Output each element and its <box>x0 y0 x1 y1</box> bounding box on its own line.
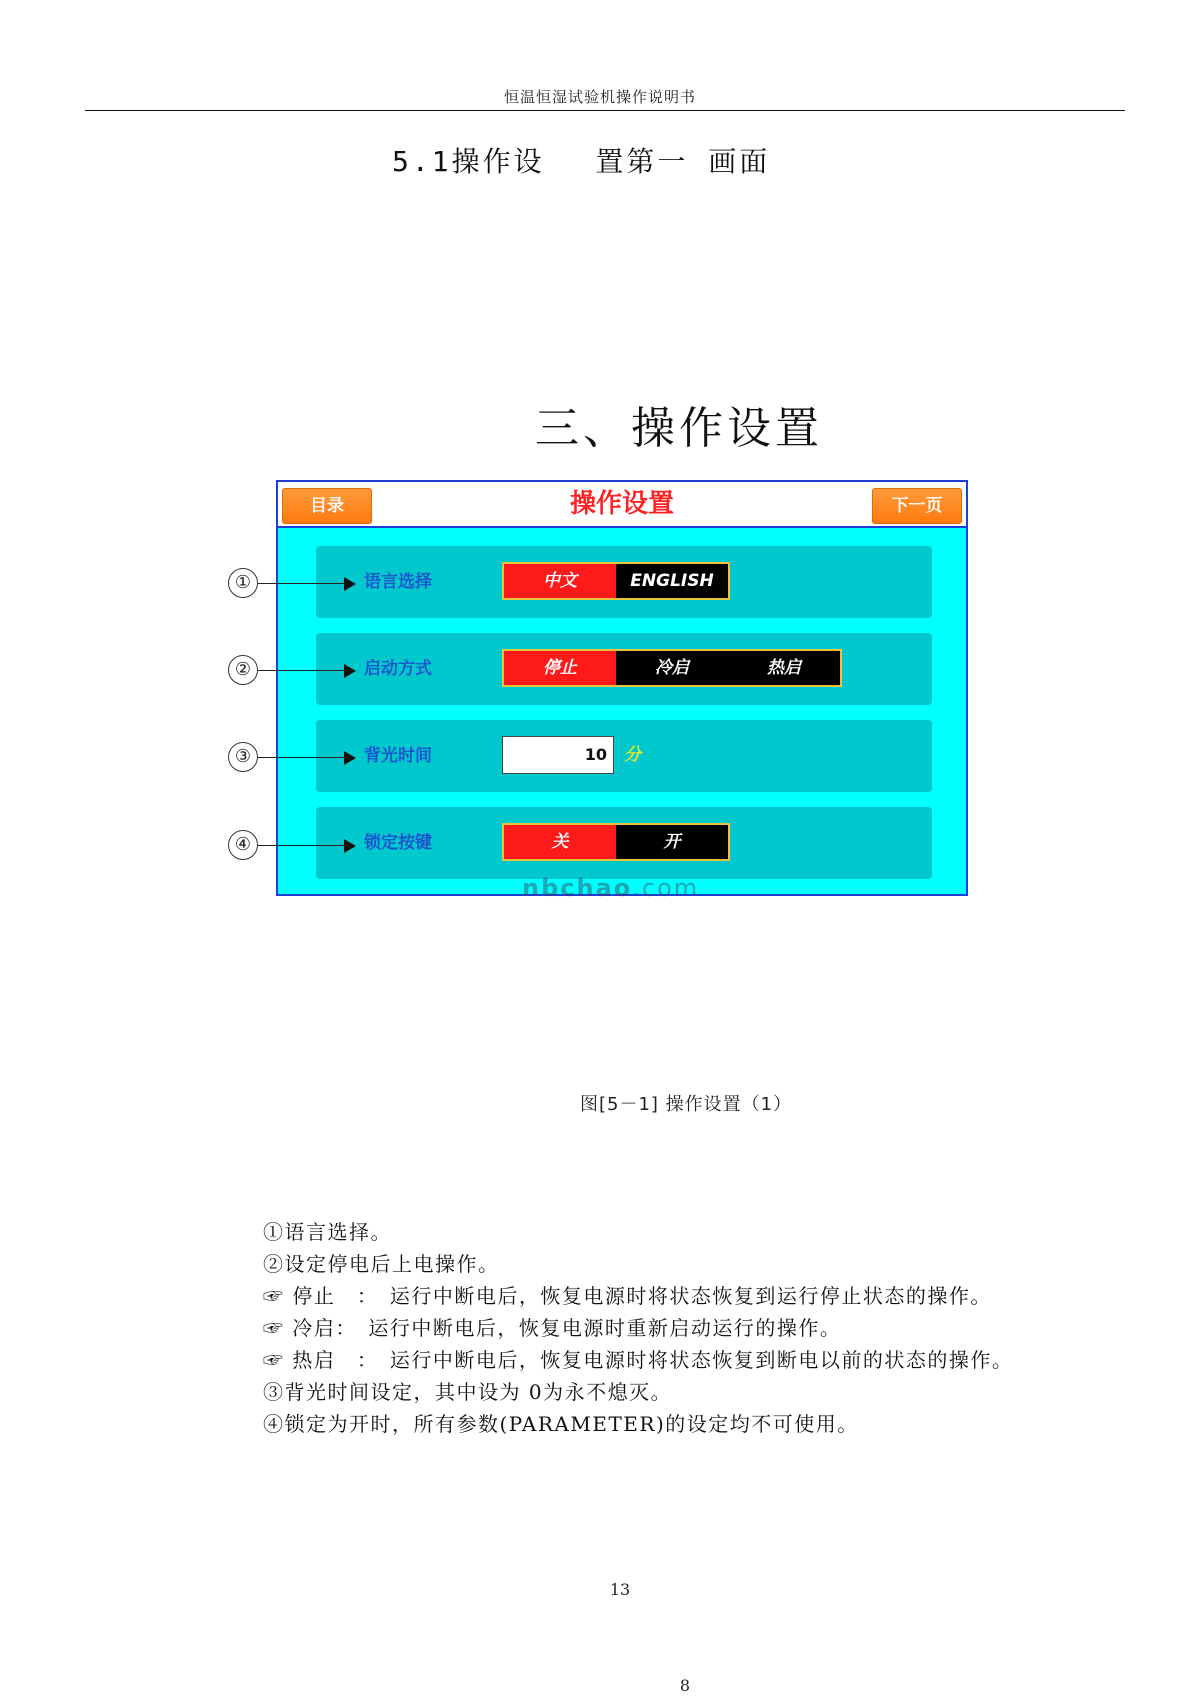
key-lock-label: 锁定按键 <box>364 833 432 853</box>
callout-2 <box>228 655 546 687</box>
watermark-suffix: .com <box>632 874 700 902</box>
start-mode-label: 启动方式 <box>364 659 432 679</box>
page-number: 8 <box>679 1676 691 1695</box>
start-mode-option-hot-start[interactable]: 热启 <box>728 651 840 685</box>
description-line: ③背光时间设定，其中设为 0为永不熄灭。 <box>263 1380 673 1404</box>
header-rule <box>85 110 1125 111</box>
callout-number: ② <box>228 655 258 685</box>
arrow-right-icon <box>344 751 356 765</box>
language-label: 语言选择 <box>364 572 432 592</box>
description-line: ①语言选择。 <box>263 1220 392 1244</box>
arrow-right-icon <box>344 577 356 591</box>
backlight-time-input[interactable]: 10 <box>502 736 614 774</box>
figure-caption: 图[5－1] 操作设置（1） <box>580 1094 793 1115</box>
callout-number: ③ <box>228 742 258 772</box>
callout-line <box>258 845 346 846</box>
start-mode-option-cold-start[interactable]: 冷启 <box>616 651 728 685</box>
callout-line <box>258 670 346 671</box>
language-option-english[interactable]: ENGLISH <box>616 564 728 598</box>
backlight-unit: 分 <box>624 745 641 765</box>
arrow-right-icon <box>344 839 356 853</box>
next-page-button[interactable]: 下一页 <box>872 488 962 524</box>
start-mode-option-stop[interactable]: 停止 <box>504 651 616 685</box>
backlight-label: 背光时间 <box>364 746 432 766</box>
description-line: ②设定停电后上电操作。 <box>263 1252 500 1276</box>
key-lock-option-on[interactable]: 开 <box>616 825 728 859</box>
description-line: ☞ 冷启： 运行中断电后，恢复电源时重新启动运行的操作。 <box>263 1316 842 1340</box>
menu-button[interactable]: 目录 <box>282 488 372 524</box>
arrow-right-icon <box>344 664 356 678</box>
callout-3 <box>228 742 546 774</box>
description-line: ④锁定为开时，所有参数(PARAMETER)的设定均不可使用。 <box>263 1412 859 1436</box>
section-heading: 5.1操作设 置第一 画面 <box>392 145 771 178</box>
callout-1 <box>228 568 546 600</box>
running-header: 恒温恒湿试验机操作说明书 <box>503 88 696 106</box>
callout-number: ① <box>228 568 258 598</box>
callout-line <box>258 757 346 758</box>
language-option-chinese[interactable]: 中文 <box>504 564 616 598</box>
key-lock-option-off[interactable]: 关 <box>504 825 616 859</box>
description-line: ☞ 热启 ： 运行中断电后，恢复电源时将状态恢复到断电以前的状态的操作。 <box>263 1348 1014 1372</box>
screen-caption-title: 三、操作设置 <box>535 403 823 454</box>
description-line: ☞ 停止 ： 运行中断电后，恢复电源时将状态恢复到运行停止状态的操作。 <box>263 1284 992 1308</box>
inner-page-number: 13 <box>609 1580 631 1599</box>
callout-4 <box>228 830 546 862</box>
start-mode-selector <box>502 649 842 687</box>
watermark-main: nbchao <box>522 874 633 902</box>
callout-number: ④ <box>228 830 258 860</box>
callout-line <box>258 583 346 584</box>
hmi-title: 操作设置 <box>569 489 674 519</box>
hmi-topbar <box>278 482 966 528</box>
